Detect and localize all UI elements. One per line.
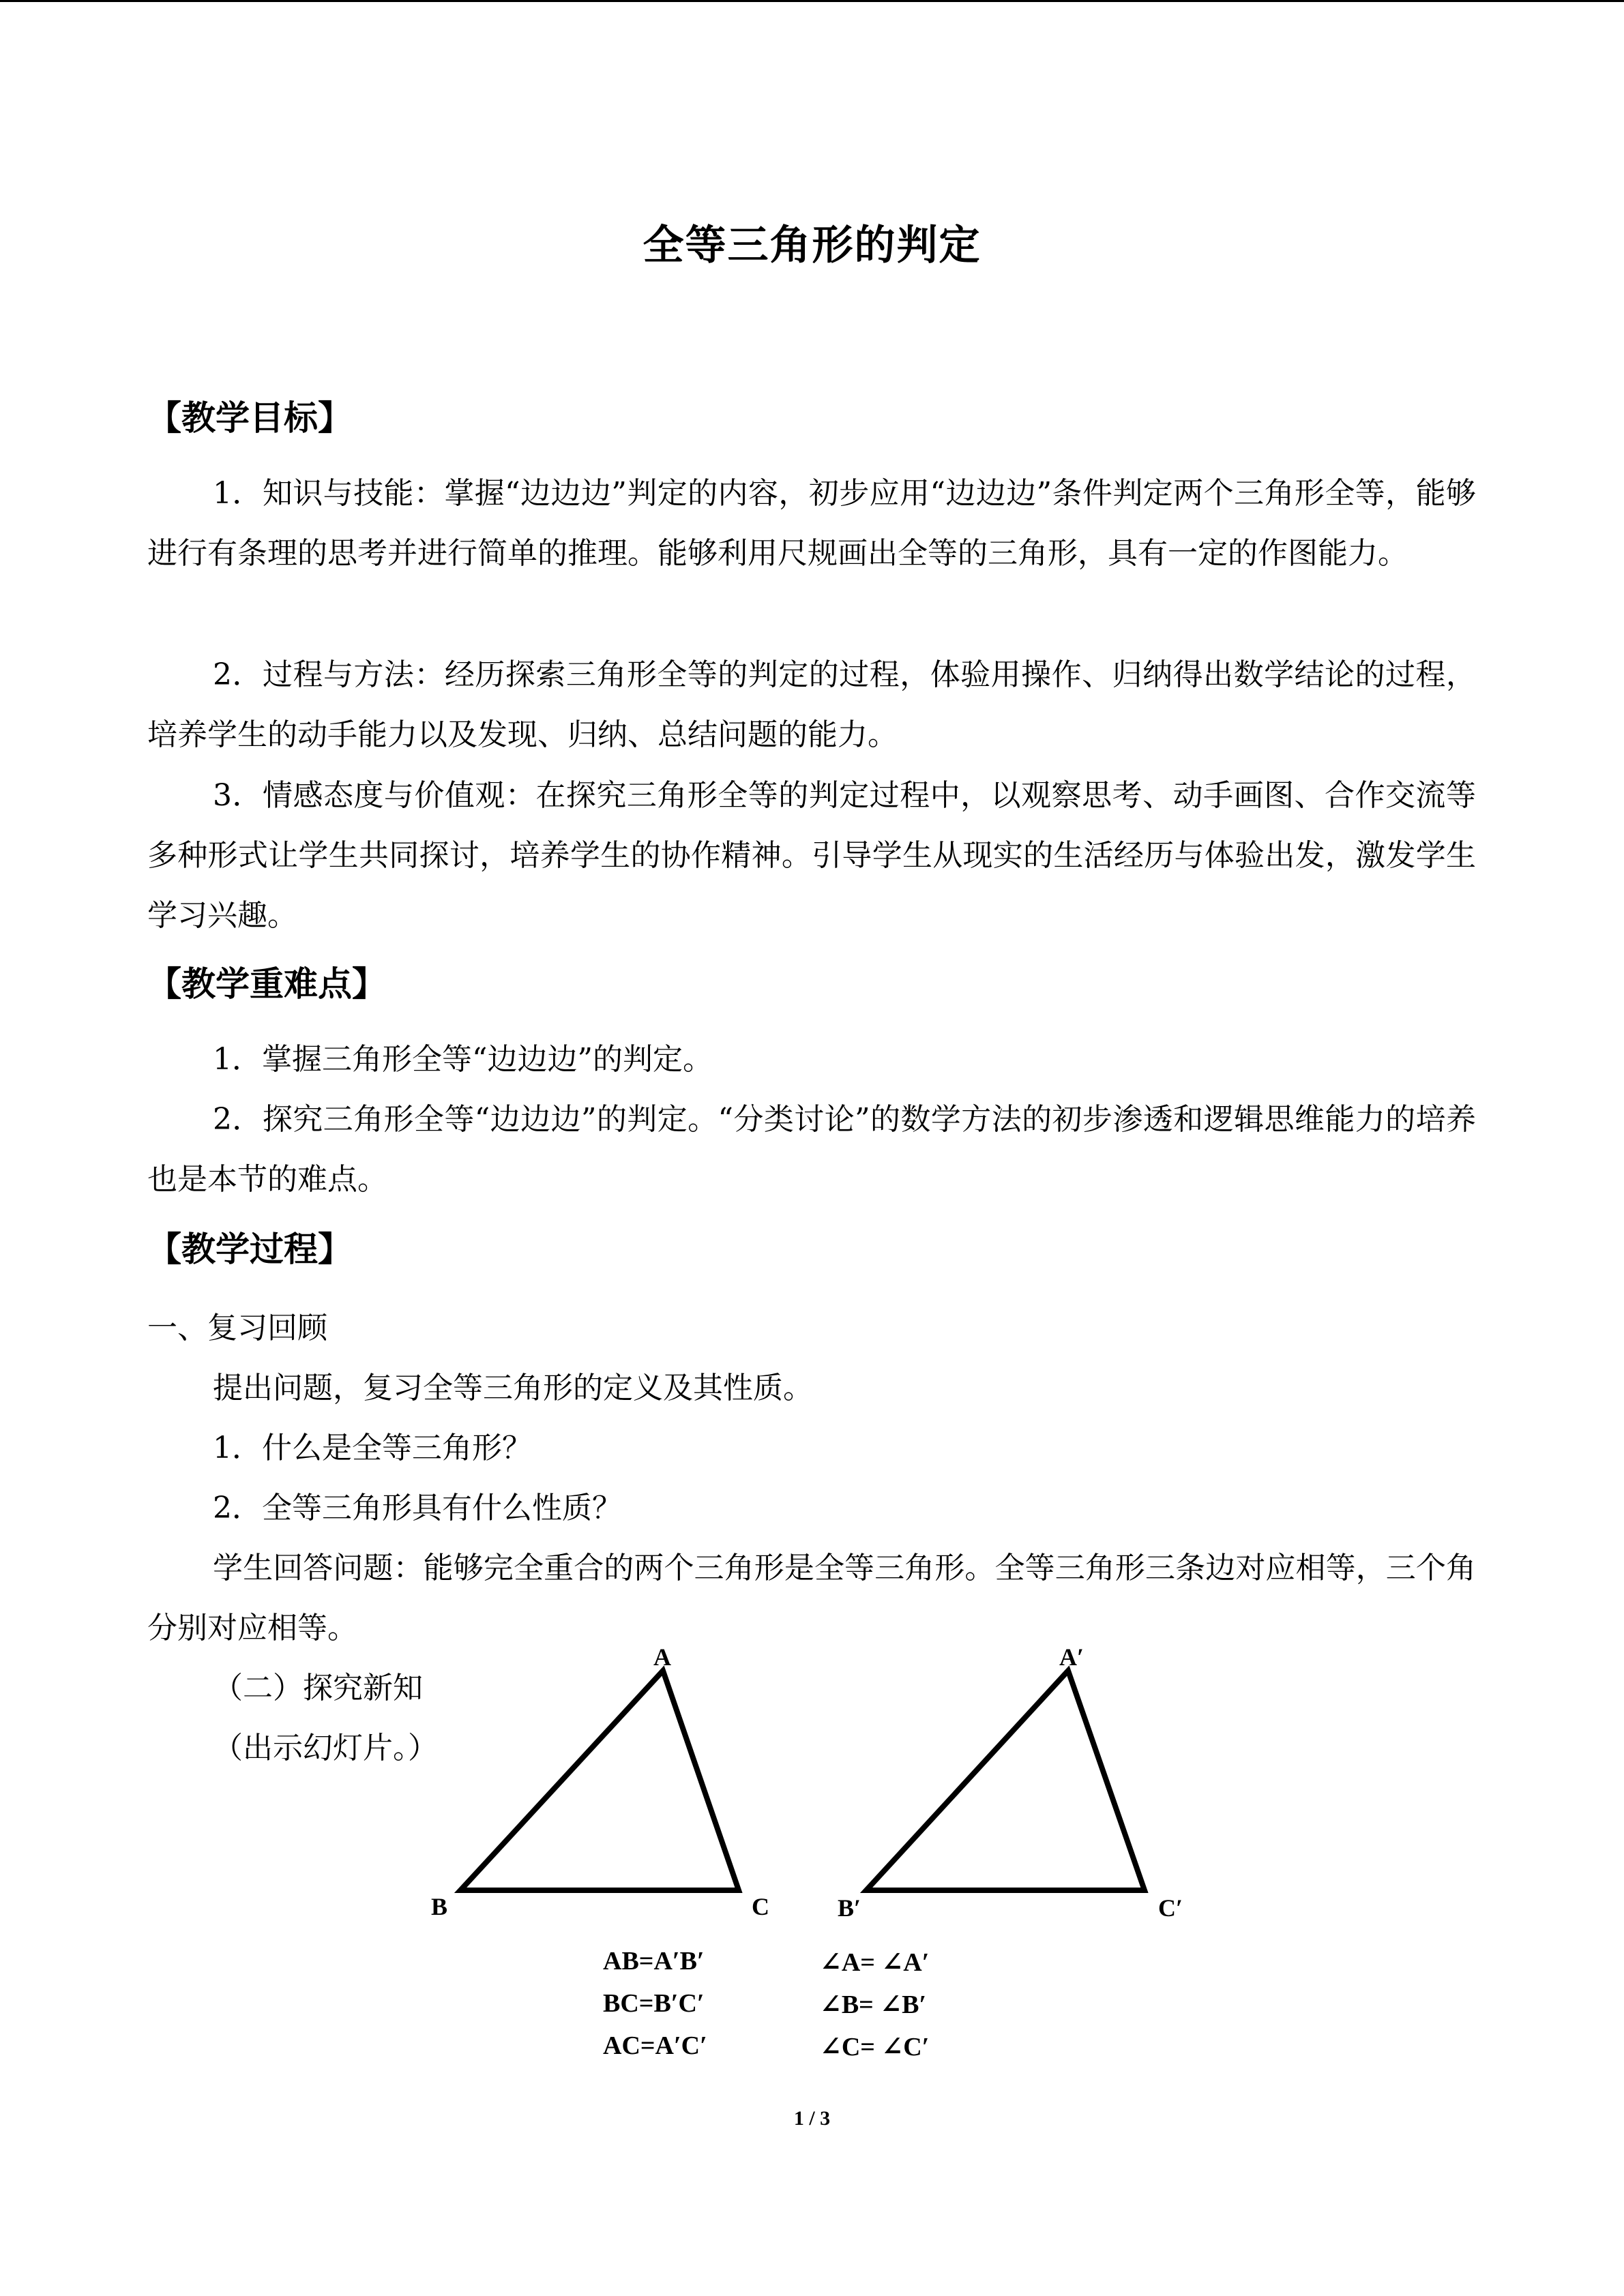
slide-note: （出示幻灯片。） (213, 1731, 438, 1765)
goal-paragraph-2: 2．过程与方法：经历探索三角形全等的判定的过程，体验用操作、归纳得出数学结论的过程，培养学生的动手能力以及发现、归纳、总结问题的能力。 (147, 657, 1476, 752)
student-answer: 学生回答问题：能够完全重合的两个三角形是全等三角形。全等三角形三条边对应相等，三个角分别对应相等。 (147, 1551, 1476, 1645)
vertex-label-b: B (431, 1893, 448, 1920)
part2-title: （二）探究新知 (213, 1671, 423, 1705)
vertex-label-a: A (653, 1643, 671, 1671)
section-heading-goals: 【教学目标】 (147, 398, 352, 438)
question-2: 2．全等三角形具有什么性质？ (213, 1491, 622, 1525)
angle-equation-c: ∠C= ∠C′ (820, 2033, 930, 2061)
section-heading-process: 【教学过程】 (147, 1229, 352, 1269)
angle-equation-b: ∠B= ∠B′ (820, 1991, 927, 2019)
question-1: 1．什么是全等三角形？ (213, 1431, 532, 1465)
vertex-label-c-prime: C′ (1158, 1894, 1183, 1922)
side-equation-ac: AC=A′C′ (603, 2031, 707, 2060)
review-intro: 提出问题，复习全等三角形的定义及其性质。 (213, 1371, 813, 1405)
part1-title: 一、复习回顾 (147, 1311, 327, 1345)
triangle-abc (460, 1671, 739, 1890)
keypoint-paragraph-1: 1．掌握三角形全等“边边边”的判定。 (213, 1042, 713, 1077)
page-number: 1 / 3 (793, 2107, 831, 2130)
angle-equation-a: ∠A= ∠A′ (820, 1948, 930, 1977)
side-equation-bc: BC=B′C′ (603, 1989, 705, 2018)
triangle-abc-prime (866, 1671, 1145, 1890)
side-equation-ab: AB=A′B′ (603, 1947, 705, 1976)
vertex-label-b-prime: B′ (838, 1894, 861, 1922)
page-title: 全等三角形的判定 (643, 222, 981, 269)
goal-paragraph-1: 1．知识与技能：掌握“边边边”判定的内容，初步应用“边边边”条件判定两个三角形全等，能够进行有条理的思考并进行简单的推理。能够利用尺规画出全等的三角形，具有一定的作图能力。 (147, 476, 1476, 571)
section-heading-keypoints: 【教学重难点】 (147, 964, 386, 1004)
goal-paragraph-3: 3．情感态度与价值观：在探究三角形全等的判定过程中，以观察思考、动手画图、合作交流等多种形式让学生共同探讨，培养学生的协作精神。引导学生从现实的生活经历与体验出发，激发学生学习兴趣。 (147, 778, 1476, 933)
keypoint-paragraph-2: 2．探究三角形全等“边边边”的判定。“分类讨论”的数学方法的初步渗透和逻辑思维能力的培养也是本节的难点。 (147, 1102, 1476, 1197)
vertex-label-a-prime: A′ (1059, 1643, 1084, 1671)
vertex-label-c: C (752, 1893, 769, 1920)
